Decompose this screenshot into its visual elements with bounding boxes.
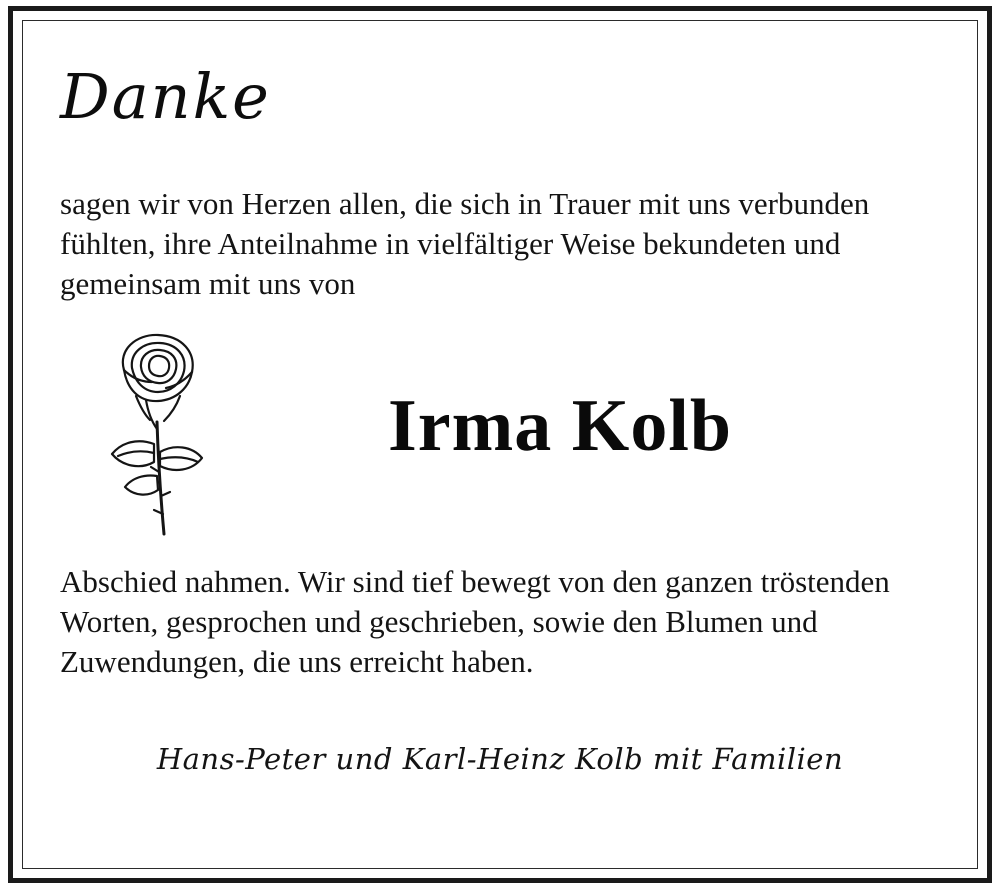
- notice-content: [60, 48, 940, 848]
- rose-icon: [88, 326, 228, 541]
- closing-paragraph: Abschied nahmen. Wir sind tief bewegt von den ganzen tröstenden Worten, gesprochen und geschrieben, sowie den Blumen und Zuwendungen, die uns erreicht haben.: [60, 564, 890, 679]
- deceased-name: Irma Kolb: [387, 385, 733, 467]
- intro-paragraph: sagen wir von Herzen allen, die sich in Trauer mit uns verbunden fühlten, ihre Anteilnahme in vielfältiger Weise bekundeten und gemeinsam mit uns von: [60, 186, 870, 301]
- page-title: Danke: [60, 60, 271, 133]
- signature-line: Hans-Peter und Karl-Heinz Kolb mit Familien: [156, 742, 844, 776]
- name-block: [60, 326, 940, 556]
